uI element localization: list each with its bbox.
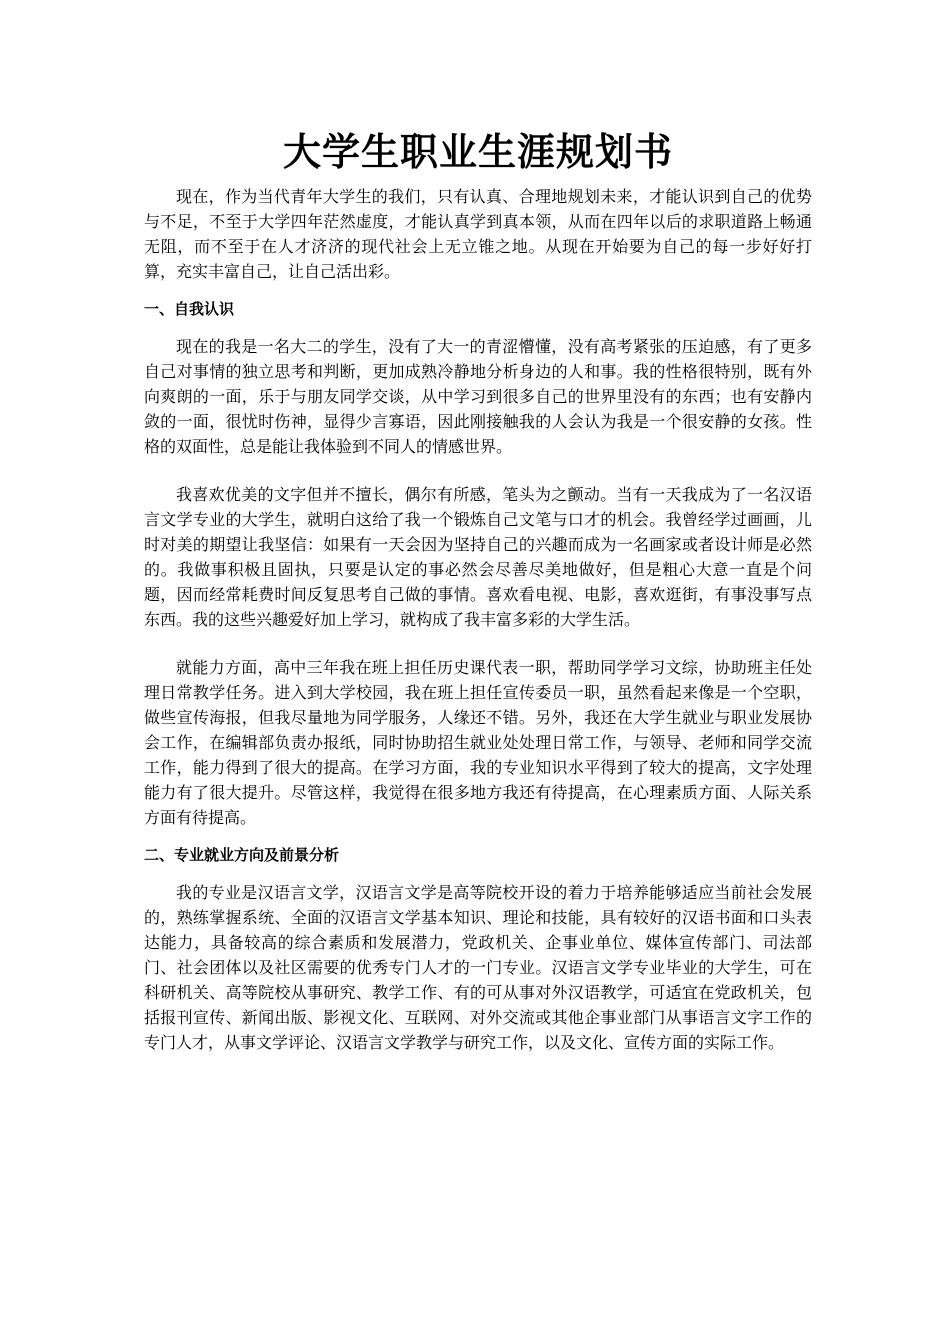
intro-paragraph: 现在，作为当代青年大学生的我们，只有认真、合理地规划未来，才能认识到自己的优势与不足，不至于大学四年茫然虚度，才能认真学到真本领，从而在四年以后的求职道路上畅通无阻，而不至于在人才济济的现代社会上无立锥之地。从现在开始要为自己的每一步好好打算，充实丰富自己，让自己活出彩。 xyxy=(144,187,812,281)
section1-paragraph-2: 我喜欢优美的文字但并不擅长，偶尔有所感，笔头为之颤动。当有一天我成为了一名汉语言文学专业的大学生，就明白这给了我一个锻炼自己文笔与口才的机会。我曾经学过画画，儿时对美的期望让我坚信：如果有一天会因为坚持自己的兴趣而成为一名画家或者设计师是必然的。我做事积极且固执，只要是认定的事必然会尽善尽美地做好，但是粗心大意一直是个问题，因而经常耗费时间反复思考自己做的事情。喜欢看电视、电影，喜欢逛街，有事没事写点东西。我的这些兴趣爱好加上学习，就构成了我丰富多彩的大学生活。 xyxy=(144,485,812,629)
spacer xyxy=(144,284,812,297)
spacer xyxy=(144,867,812,880)
spacer xyxy=(144,459,812,482)
section1-paragraph-3: 就能力方面，高中三年我在班上担任历史课代表一职，帮助同学学习文综，协助班主任处理日常教学任务。进入到大学校园，我在班上担任宣传委员一职，虽然看起来像是一个空职，做些宣传海报，但我尽量地为同学服务，人缘还不错。另外，我还在大学生就业与职业发展协会工作，在编辑部负责办报纸，同时协助招生就业处处理日常工作，与领导、老师和同学交流工作，能力得到了很大的提高。在学习方面，我的专业知识水平得到了较大的提高，文字处理能力有了很大提升。尽管这样，我觉得在很多地方我还有待提高，在心理素质方面、人际关系方面有待提高。 xyxy=(144,658,812,827)
section-heading-self-awareness: 一、自我认识 xyxy=(144,300,235,318)
section2-paragraph-1: 我的专业是汉语言文学，汉语言文学是高等院校开设的着力于培养能够适应当前社会发展的，熟练掌握系统、全面的汉语言文学基本知识、理论和技能，具有较好的汉语书面和口头表达能力，具备较高的综合素质和发展潜力，党政机关、企事业单位、媒体宣传部门、司法部门、社会团体以及社区需要的优秀专门人才的一门专业。汉语言文学专业毕业的大学生，可在科研机关、高等院校从事研究、教学工作、有的可从事对外汉语教学，可适宜在党政机关，包括报刊宣传、新闻出版、影视文化、互联网、对外交流或其他企事业部门从事语言文字工作的专门人才，从事文学评论、汉语言文学教学与研究工作，以及文化、宣传方面的实际工作。 xyxy=(144,883,812,1052)
spacer xyxy=(144,830,812,843)
section1-paragraph-1: 现在的我是一名大二的学生，没有了大一的青涩懵懂，没有高考紧张的压迫感，有了更多自己对事情的独立思考和判断，更加成熟冷静地分析身边的人和事。我的性格很特别，既有外向爽朗的一面，乐于与朋友同学交谈，从中学习到很多自己的世界里没有的东西；也有安静内敛的一面，很忧时伤神，显得少言寡语，因此刚接触我的人会认为我是一个很安静的女孩。性格的双面性，总是能让我体验到不同人的情感世界。 xyxy=(144,337,812,456)
spacer xyxy=(144,632,812,655)
document-page xyxy=(144,124,812,1055)
document-title: 大学生职业生涯规划书 xyxy=(282,129,673,174)
section-heading-career-outlook: 二、专业就业方向及前景分析 xyxy=(144,846,340,864)
spacer xyxy=(144,321,812,334)
